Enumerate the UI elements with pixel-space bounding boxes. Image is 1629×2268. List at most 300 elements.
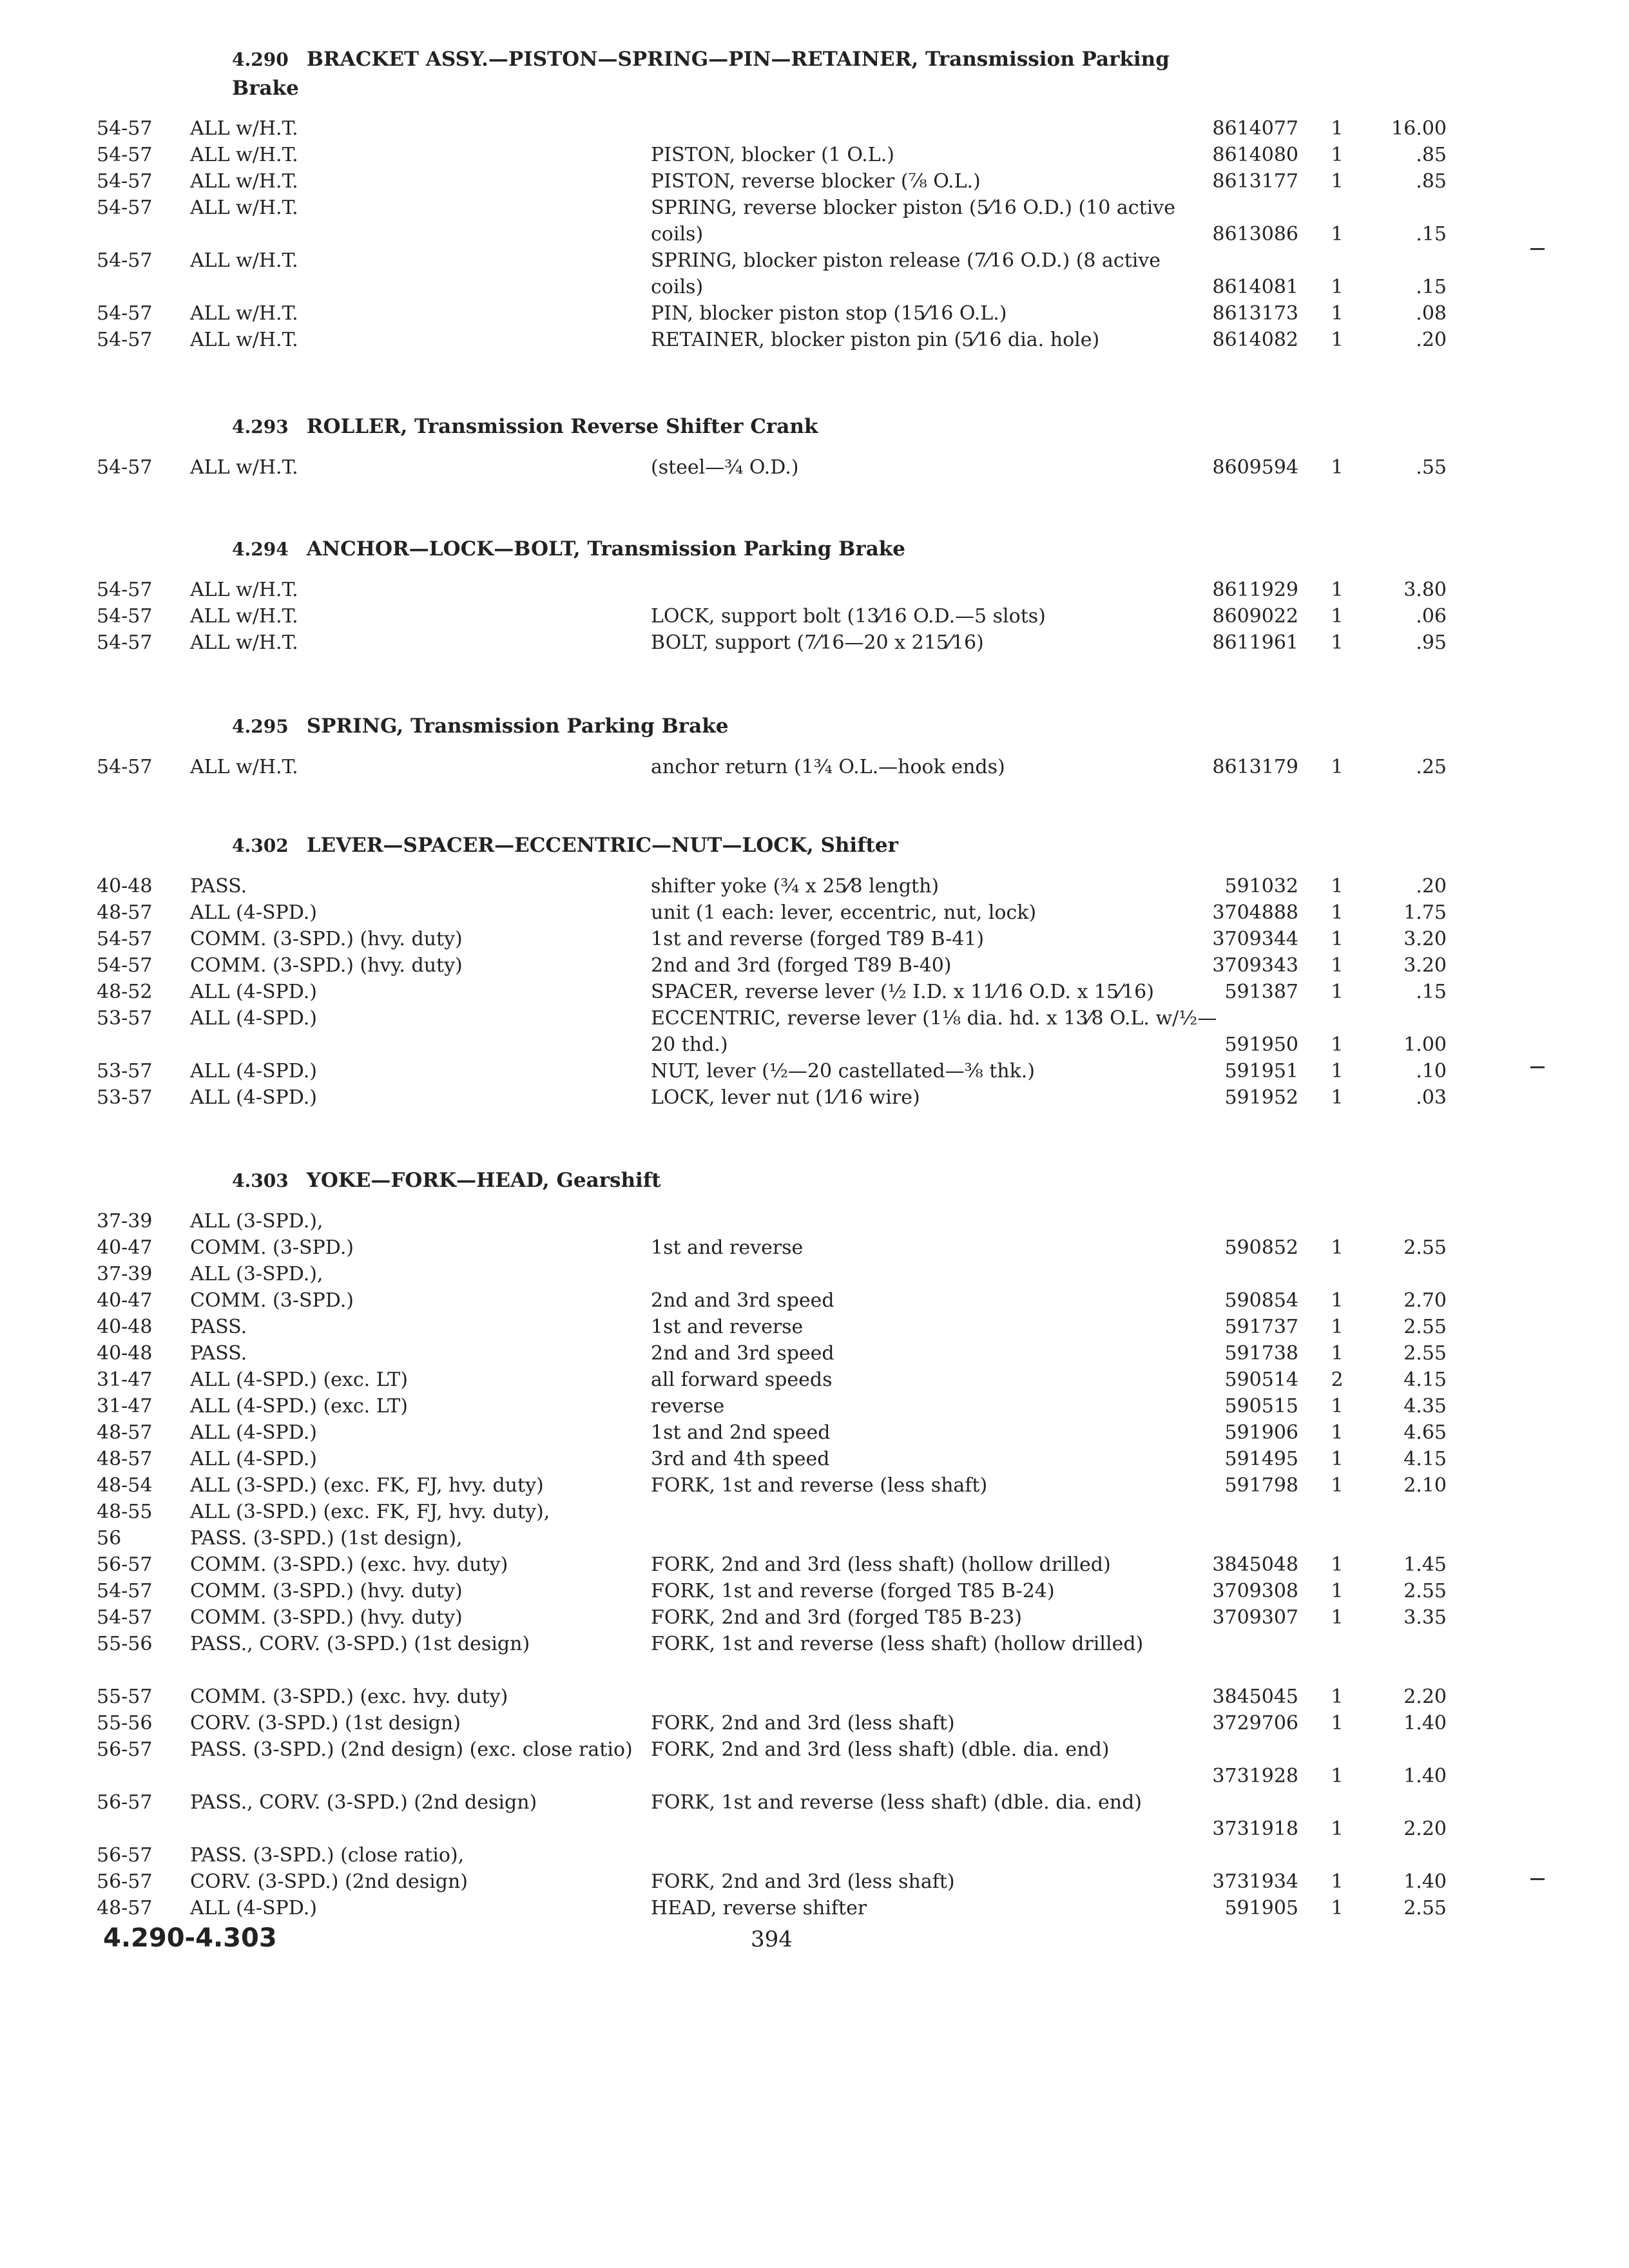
table-row xyxy=(97,168,1463,195)
quantity-cell: 1 xyxy=(1331,329,1344,351)
description-cell: LOCK, support bolt (13⁄16 O.D.—5 slots) xyxy=(651,605,1046,628)
table-row xyxy=(97,754,1463,780)
quantity-cell: 1 xyxy=(1331,605,1344,628)
year-cell: 54-57 xyxy=(97,579,153,601)
year-cell: 54-57 xyxy=(97,170,153,193)
table-row xyxy=(97,1419,1463,1446)
page-number: 394 xyxy=(751,1927,793,1952)
table-row xyxy=(97,454,1463,481)
price-cell: 1.75 xyxy=(1403,901,1447,924)
description-cell: 2nd and 3rd speed xyxy=(651,1289,834,1312)
part-number-cell: 8611929 xyxy=(1212,579,1298,601)
section-range: 4.290-4.303 xyxy=(103,1923,277,1953)
application-cell: ALL (4-SPD.) xyxy=(190,1897,317,1919)
price-cell: .10 xyxy=(1416,1060,1447,1082)
quantity-cell: 1 xyxy=(1331,1870,1344,1893)
application-cell: COMM. (3-SPD.) (hvy. duty) xyxy=(190,954,463,977)
application-cell: ALL (3-SPD.) (exc. FK, FJ, hvy. duty) xyxy=(190,1474,544,1497)
part-number-cell: 3845048 xyxy=(1212,1553,1298,1576)
application-cell: PASS., CORV. (3-SPD.) (2nd design) xyxy=(190,1791,537,1814)
year-cell: 54-57 xyxy=(97,631,153,654)
quantity-cell: 1 xyxy=(1331,1289,1344,1312)
section-number: 4.293 xyxy=(232,416,289,437)
table-row xyxy=(97,195,1463,247)
quantity-cell: 1 xyxy=(1331,1474,1344,1497)
section-number: 4.303 xyxy=(232,1170,289,1191)
table-row xyxy=(97,1895,1463,1921)
application-cell: PASS. xyxy=(190,875,247,898)
application-cell: PASS. (3-SPD.) (close ratio), xyxy=(190,1844,465,1867)
table-row xyxy=(97,115,1463,142)
year-cell: 54-57 xyxy=(97,302,153,325)
part-number-cell: 591032 xyxy=(1224,875,1298,898)
part-number-cell: 591905 xyxy=(1224,1897,1298,1919)
quantity-cell: 1 xyxy=(1331,954,1344,977)
year-cell: 48-57 xyxy=(97,1897,153,1919)
description-cell: BOLT, support (7⁄16—20 x 215⁄16) xyxy=(651,631,984,654)
application-cell: PASS., CORV. (3-SPD.) (1st design) xyxy=(190,1633,530,1655)
table-row xyxy=(97,300,1463,327)
part-number-cell: 8614082 xyxy=(1212,329,1298,351)
table-row xyxy=(97,926,1463,952)
year-cell: 40-48 xyxy=(97,1342,153,1365)
year-cell: 55-56 xyxy=(97,1633,153,1655)
part-number-cell: 591950 xyxy=(1224,1033,1298,1056)
application-cell: CORV. (3-SPD.) (2nd design) xyxy=(190,1870,468,1893)
description-cell: HEAD, reverse shifter xyxy=(651,1897,867,1919)
year-cell: 56-57 xyxy=(97,1553,153,1576)
quantity-cell: 1 xyxy=(1331,981,1344,1003)
application-cell: ALL (4-SPD.) xyxy=(190,1007,317,1030)
quantity-cell: 1 xyxy=(1331,223,1344,245)
price-cell: .08 xyxy=(1416,302,1447,325)
price-cell: .20 xyxy=(1416,875,1447,898)
year-cell: 31-47 xyxy=(97,1369,153,1391)
description-cell: SPRING, blocker piston release (7⁄16 O.D.) (8 active coils) xyxy=(651,249,1161,298)
price-cell: 2.55 xyxy=(1403,1580,1447,1602)
quantity-cell: 1 xyxy=(1331,276,1344,298)
section-number: 4.295 xyxy=(232,716,289,737)
table-row xyxy=(97,1208,1463,1235)
part-number-cell: 3729706 xyxy=(1212,1712,1298,1735)
table-row xyxy=(97,1446,1463,1472)
description-cell: SPACER, reverse lever (½ I.D. x 11⁄16 O.D. x 15⁄16) xyxy=(651,981,1154,1003)
year-cell: 56-57 xyxy=(97,1870,153,1893)
year-cell: 54-57 xyxy=(97,329,153,351)
description-cell: FORK, 1st and reverse (less shaft) (hollow drilled) xyxy=(651,1633,1144,1655)
catalog-section xyxy=(97,831,1463,1111)
description-cell: 3rd and 4th speed xyxy=(651,1448,830,1470)
year-cell: 54-57 xyxy=(97,1606,153,1629)
description-cell: FORK, 1st and reverse (less shaft) xyxy=(651,1474,988,1497)
table-row xyxy=(97,1340,1463,1367)
description-cell: unit (1 each: lever, eccentric, nut, lock) xyxy=(651,901,1037,924)
description-cell: FORK, 1st and reverse (less shaft) (dble. dia. end) xyxy=(651,1791,1142,1814)
price-cell: .06 xyxy=(1416,605,1447,628)
description-cell: FORK, 2nd and 3rd (less shaft) (dble. dia. end) xyxy=(651,1738,1110,1761)
year-cell: 54-57 xyxy=(97,928,153,950)
year-cell: 40-48 xyxy=(97,875,153,898)
part-number-cell: 8609022 xyxy=(1212,605,1298,628)
price-cell: 4.15 xyxy=(1403,1369,1447,1391)
application-cell: ALL (4-SPD.) (exc. LT) xyxy=(190,1369,408,1391)
quantity-cell: 1 xyxy=(1331,456,1344,479)
quantity-cell: 1 xyxy=(1331,1421,1344,1444)
table-row xyxy=(97,1235,1463,1261)
year-cell: 54-57 xyxy=(97,197,153,219)
year-cell: 40-47 xyxy=(97,1236,153,1259)
application-cell: COMM. (3-SPD.) xyxy=(190,1289,354,1312)
price-cell: 1.00 xyxy=(1403,1033,1447,1056)
quantity-cell: 1 xyxy=(1331,1712,1344,1735)
application-cell: ALL w/H.T. xyxy=(190,605,298,628)
application-cell: PASS. (3-SPD.) (2nd design) (exc. close ratio) xyxy=(190,1738,633,1761)
year-cell: 54-57 xyxy=(97,1580,153,1602)
price-cell: 2.55 xyxy=(1403,1316,1447,1338)
quantity-cell: 1 xyxy=(1331,1553,1344,1576)
part-number-cell: 3709343 xyxy=(1212,954,1298,977)
application-cell: CORV. (3-SPD.) (1st design) xyxy=(190,1712,461,1735)
price-cell: .55 xyxy=(1416,456,1447,479)
quantity-cell: 1 xyxy=(1331,1395,1344,1418)
part-number-cell: 591906 xyxy=(1224,1421,1298,1444)
quantity-cell: 1 xyxy=(1331,928,1344,950)
year-cell: 37-39 xyxy=(97,1210,153,1233)
description-cell: (steel—¾ O.D.) xyxy=(651,456,799,479)
part-number-cell: 8611961 xyxy=(1212,631,1298,654)
application-cell: COMM. (3-SPD.) (hvy. duty) xyxy=(190,928,463,950)
part-number-cell: 591495 xyxy=(1224,1448,1298,1470)
catalog-section xyxy=(97,535,1463,656)
table-row xyxy=(97,247,1463,300)
table-row xyxy=(97,1578,1463,1604)
part-number-cell: 8614080 xyxy=(1212,144,1298,166)
margin-mark xyxy=(1530,248,1545,250)
price-cell: 3.20 xyxy=(1403,928,1447,950)
application-cell: ALL (3-SPD.), xyxy=(190,1210,323,1233)
price-cell: .85 xyxy=(1416,144,1447,166)
quantity-cell: 1 xyxy=(1331,1086,1344,1109)
part-number-cell: 3731934 xyxy=(1212,1870,1298,1893)
margin-mark xyxy=(1530,1066,1545,1068)
price-cell: 16.00 xyxy=(1391,117,1447,140)
year-cell: 53-57 xyxy=(97,1086,153,1109)
year-cell: 54-57 xyxy=(97,117,153,140)
application-cell: ALL (4-SPD.) xyxy=(190,901,317,924)
quantity-cell: 1 xyxy=(1331,756,1344,778)
application-cell: COMM. (3-SPD.) (hvy. duty) xyxy=(190,1580,463,1602)
application-cell: COMM. (3-SPD.) (exc. hvy. duty) xyxy=(190,1553,508,1576)
table-row xyxy=(97,1472,1463,1499)
part-number-cell: 8614081 xyxy=(1212,276,1298,298)
price-cell: 4.65 xyxy=(1403,1421,1447,1444)
table-row xyxy=(97,1084,1463,1111)
price-cell: .03 xyxy=(1416,1086,1447,1109)
price-cell: 1.40 xyxy=(1403,1870,1447,1893)
margin-mark xyxy=(1530,1878,1545,1880)
part-number-cell: 590515 xyxy=(1224,1395,1298,1418)
year-cell: 55-57 xyxy=(97,1686,153,1708)
application-cell: PASS. (3-SPD.) (1st design), xyxy=(190,1527,463,1550)
section-title: SPRING, Transmission Parking Brake xyxy=(306,715,729,738)
table-row xyxy=(97,1005,1463,1058)
quantity-cell: 1 xyxy=(1331,1342,1344,1365)
catalog-section xyxy=(97,1166,1463,1921)
table-row xyxy=(97,1314,1463,1340)
table-row xyxy=(97,1710,1463,1736)
price-cell: .85 xyxy=(1416,170,1447,193)
year-cell: 53-57 xyxy=(97,1060,153,1082)
description-cell: 1st and reverse (forged T89 B-41) xyxy=(651,928,985,950)
table-row xyxy=(97,142,1463,168)
description-cell: FORK, 2nd and 3rd (forged T85 B-23) xyxy=(651,1606,1022,1629)
price-cell: .15 xyxy=(1416,223,1447,245)
price-cell: .25 xyxy=(1416,756,1447,778)
year-cell: 48-52 xyxy=(97,981,153,1003)
year-cell: 56-57 xyxy=(97,1738,153,1761)
part-number-cell: 8613173 xyxy=(1212,302,1298,325)
year-cell: 54-57 xyxy=(97,456,153,479)
quantity-cell: 1 xyxy=(1331,1765,1344,1787)
year-cell: 54-57 xyxy=(97,144,153,166)
application-cell: PASS. xyxy=(190,1316,247,1338)
year-cell: 37-39 xyxy=(97,1263,153,1285)
part-number-cell: 591737 xyxy=(1224,1316,1298,1338)
quantity-cell: 1 xyxy=(1331,1236,1344,1259)
table-row xyxy=(97,1393,1463,1419)
application-cell: PASS. xyxy=(190,1342,247,1365)
year-cell: 53-57 xyxy=(97,1007,153,1030)
description-cell: ECCENTRIC, reverse lever (1⅛ dia. hd. x 13⁄8 O.L. w/½—20 thd.) xyxy=(651,1007,1217,1056)
application-cell: ALL w/H.T. xyxy=(190,144,298,166)
price-cell: 2.55 xyxy=(1403,1236,1447,1259)
part-number-cell: 591798 xyxy=(1224,1474,1298,1497)
table-row xyxy=(97,1287,1463,1314)
quantity-cell: 1 xyxy=(1331,1060,1344,1082)
year-cell: 56 xyxy=(97,1527,122,1550)
price-cell: 2.55 xyxy=(1403,1897,1447,1919)
year-cell: 40-48 xyxy=(97,1316,153,1338)
quantity-cell: 1 xyxy=(1331,144,1344,166)
application-cell: ALL w/H.T. xyxy=(190,579,298,601)
part-number-cell: 8613179 xyxy=(1212,756,1298,778)
description-cell: all forward speeds xyxy=(651,1369,833,1391)
table-row xyxy=(97,1261,1463,1287)
year-cell: 54-57 xyxy=(97,954,153,977)
year-cell: 54-57 xyxy=(97,605,153,628)
quantity-cell: 1 xyxy=(1331,901,1344,924)
table-row xyxy=(97,1058,1463,1084)
price-cell: 2.20 xyxy=(1403,1818,1447,1840)
description-cell: RETAINER, blocker piston pin (5⁄16 dia. hole) xyxy=(651,329,1100,351)
price-cell: 1.40 xyxy=(1403,1712,1447,1735)
description-cell: LOCK, lever nut (1⁄16 wire) xyxy=(651,1086,920,1109)
application-cell: ALL w/H.T. xyxy=(190,117,298,140)
application-cell: ALL w/H.T. xyxy=(190,631,298,654)
quantity-cell: 1 xyxy=(1331,1316,1344,1338)
application-cell: ALL (4-SPD.) (exc. LT) xyxy=(190,1395,408,1418)
application-cell: ALL (4-SPD.) xyxy=(190,1060,317,1082)
section-heading xyxy=(232,412,1211,441)
section-title: LEVER—SPACER—ECCENTRIC—NUT—LOCK, Shifter xyxy=(306,834,898,857)
year-cell: 48-57 xyxy=(97,1421,153,1444)
year-cell: 48-57 xyxy=(97,901,153,924)
section-number: 4.302 xyxy=(232,835,289,856)
table-row xyxy=(97,1499,1463,1525)
table-row xyxy=(97,1552,1463,1578)
quantity-cell: 1 xyxy=(1331,631,1344,654)
application-cell: ALL (3-SPD.), xyxy=(190,1263,323,1285)
year-cell: 48-54 xyxy=(97,1474,153,1497)
application-cell: ALL w/H.T. xyxy=(190,329,298,351)
section-title: BRACKET ASSY.—PISTON—SPRING—PIN—RETAINER, Transmission Parking Brake xyxy=(232,48,1170,100)
quantity-cell: 1 xyxy=(1331,875,1344,898)
table-row xyxy=(97,1736,1463,1789)
price-cell: 4.35 xyxy=(1403,1395,1447,1418)
part-number-cell: 3704888 xyxy=(1212,901,1298,924)
price-cell: 2.70 xyxy=(1403,1289,1447,1312)
price-cell: 3.35 xyxy=(1403,1606,1447,1629)
application-cell: ALL (3-SPD.) (exc. FK, FJ, hvy. duty), xyxy=(190,1501,550,1523)
table-row xyxy=(97,979,1463,1005)
section-heading xyxy=(232,712,1211,741)
table-row xyxy=(97,577,1463,603)
year-cell: 31-47 xyxy=(97,1395,153,1418)
section-title: YOKE—FORK—HEAD, Gearshift xyxy=(306,1169,661,1192)
part-number-cell: 591387 xyxy=(1224,981,1298,1003)
description-cell: PIN, blocker piston stop (15⁄16 O.L.) xyxy=(651,302,1007,325)
quantity-cell: 1 xyxy=(1331,1686,1344,1708)
description-cell: SPRING, reverse blocker piston (5⁄16 O.D.) (10 active coils) xyxy=(651,197,1175,245)
section-heading xyxy=(232,535,1211,564)
part-number-cell: 3845045 xyxy=(1212,1686,1298,1708)
description-cell: 1st and reverse xyxy=(651,1316,804,1338)
description-cell: 1st and 2nd speed xyxy=(651,1421,831,1444)
quantity-cell: 1 xyxy=(1331,1818,1344,1840)
price-cell: .20 xyxy=(1416,329,1447,351)
quantity-cell: 2 xyxy=(1331,1369,1344,1391)
table-row xyxy=(97,1631,1463,1684)
application-cell: ALL w/H.T. xyxy=(190,249,298,272)
part-number-cell: 8613086 xyxy=(1212,223,1298,245)
description-cell: FORK, 1st and reverse (forged T85 B-24) xyxy=(651,1580,1055,1602)
quantity-cell: 1 xyxy=(1331,1897,1344,1919)
quantity-cell: 1 xyxy=(1331,1606,1344,1629)
price-cell: 1.40 xyxy=(1403,1765,1447,1787)
table-row xyxy=(97,1842,1463,1869)
application-cell: ALL w/H.T. xyxy=(190,756,298,778)
part-number-cell: 3731928 xyxy=(1212,1765,1298,1787)
table-row xyxy=(97,327,1463,353)
description-cell: 1st and reverse xyxy=(651,1236,804,1259)
year-cell: 54-57 xyxy=(97,756,153,778)
year-cell: 48-55 xyxy=(97,1501,153,1523)
part-number-cell: 3709344 xyxy=(1212,928,1298,950)
table-row xyxy=(97,1869,1463,1895)
section-title: ANCHOR—LOCK—BOLT, Transmission Parking Brake xyxy=(306,537,905,561)
table-row xyxy=(97,1525,1463,1552)
quantity-cell: 1 xyxy=(1331,302,1344,325)
part-number-cell: 3731918 xyxy=(1212,1818,1298,1840)
application-cell: ALL w/H.T. xyxy=(190,170,298,193)
section-number: 4.294 xyxy=(232,539,289,560)
year-cell: 40-47 xyxy=(97,1289,153,1312)
quantity-cell: 1 xyxy=(1331,117,1344,140)
description-cell: FORK, 2nd and 3rd (less shaft) (hollow drilled) xyxy=(651,1553,1111,1576)
section-heading xyxy=(232,831,1211,860)
section-heading xyxy=(232,1166,1211,1195)
application-cell: ALL (4-SPD.) xyxy=(190,1086,317,1109)
part-number-cell: 590854 xyxy=(1224,1289,1298,1312)
table-row xyxy=(97,873,1463,899)
part-number-cell: 591952 xyxy=(1224,1086,1298,1109)
part-number-cell: 8614077 xyxy=(1212,117,1298,140)
part-number-cell: 591951 xyxy=(1224,1060,1298,1082)
description-cell: reverse xyxy=(651,1395,725,1418)
part-number-cell: 590514 xyxy=(1224,1369,1298,1391)
section-title: ROLLER, Transmission Reverse Shifter Crank xyxy=(306,415,818,438)
description-cell: NUT, lever (½—20 castellated—⅜ thk.) xyxy=(651,1060,1036,1082)
table-row xyxy=(97,603,1463,629)
table-row xyxy=(97,629,1463,656)
description-cell: FORK, 2nd and 3rd (less shaft) xyxy=(651,1870,955,1893)
year-cell: 48-57 xyxy=(97,1448,153,1470)
price-cell: 2.55 xyxy=(1403,1342,1447,1365)
description-cell: shifter yoke (¾ x 25⁄8 length) xyxy=(651,875,940,898)
catalog-section xyxy=(97,712,1463,780)
quantity-cell: 1 xyxy=(1331,1033,1344,1056)
quantity-cell: 1 xyxy=(1331,170,1344,193)
table-row xyxy=(97,1684,1463,1710)
application-cell: ALL w/H.T. xyxy=(190,197,298,219)
section-number: 4.290 xyxy=(232,49,289,70)
price-cell: .95 xyxy=(1416,631,1447,654)
table-row xyxy=(97,1789,1463,1842)
price-cell: .15 xyxy=(1416,981,1447,1003)
year-cell: 55-56 xyxy=(97,1712,153,1735)
year-cell: 56-57 xyxy=(97,1844,153,1867)
description-cell: PISTON, blocker (1 O.L.) xyxy=(651,144,894,166)
application-cell: ALL w/H.T. xyxy=(190,456,298,479)
application-cell: COMM. (3-SPD.) (hvy. duty) xyxy=(190,1606,463,1629)
part-number-cell: 591738 xyxy=(1224,1342,1298,1365)
price-cell: 2.10 xyxy=(1403,1474,1447,1497)
application-cell: ALL (4-SPD.) xyxy=(190,981,317,1003)
table-row xyxy=(97,1604,1463,1631)
table-row xyxy=(97,952,1463,979)
part-number-cell: 8609594 xyxy=(1212,456,1298,479)
table-row xyxy=(97,899,1463,926)
part-number-cell: 3709308 xyxy=(1212,1580,1298,1602)
year-cell: 56-57 xyxy=(97,1791,153,1814)
application-cell: COMM. (3-SPD.) (exc. hvy. duty) xyxy=(190,1686,508,1708)
description-cell: 2nd and 3rd (forged T89 B-40) xyxy=(651,954,952,977)
table-row xyxy=(97,1367,1463,1393)
application-cell: COMM. (3-SPD.) xyxy=(190,1236,354,1259)
description-cell: anchor return (1¾ O.L.—hook ends) xyxy=(651,756,1005,778)
application-cell: ALL (4-SPD.) xyxy=(190,1421,317,1444)
price-cell: 3.80 xyxy=(1403,579,1447,601)
price-cell: 3.20 xyxy=(1403,954,1447,977)
quantity-cell: 1 xyxy=(1331,579,1344,601)
description-cell: PISTON, reverse blocker (⅞ O.L.) xyxy=(651,170,981,193)
quantity-cell: 1 xyxy=(1331,1448,1344,1470)
description-cell: 2nd and 3rd speed xyxy=(651,1342,834,1365)
application-cell: ALL w/H.T. xyxy=(190,302,298,325)
price-cell: 2.20 xyxy=(1403,1686,1447,1708)
part-number-cell: 590852 xyxy=(1224,1236,1298,1259)
quantity-cell: 1 xyxy=(1331,1580,1344,1602)
